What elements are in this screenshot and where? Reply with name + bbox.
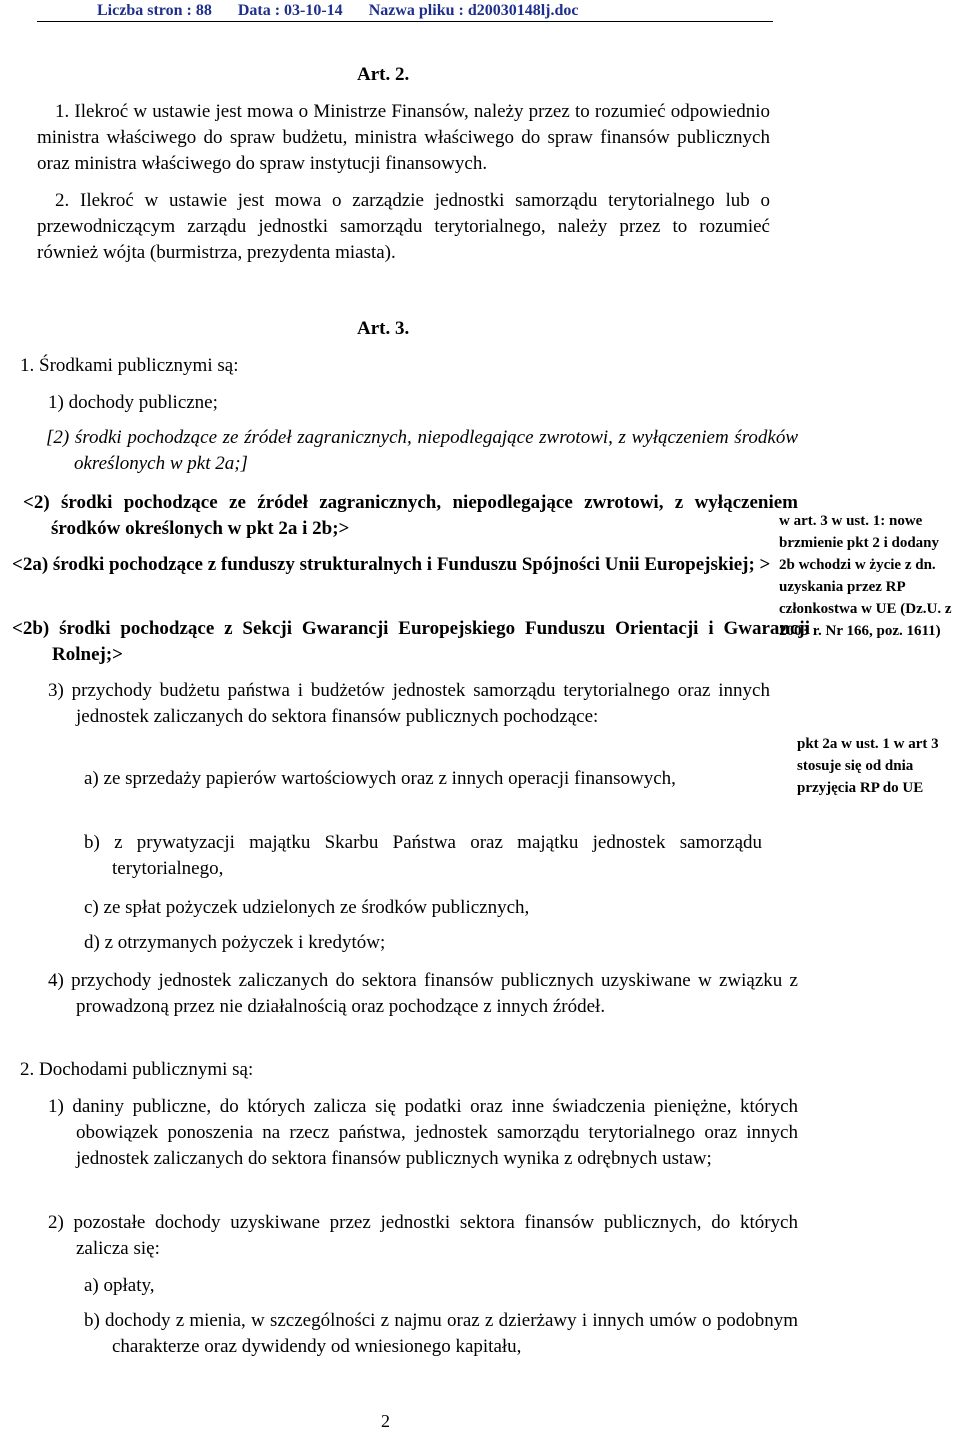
margin-note-2: pkt 2a w ust. 1 w art 3 stosuje się od dnia przyjęcia RP do UE (797, 736, 939, 796)
art2-title: Art. 2. (357, 64, 410, 85)
art3-item-3d: d) z otrzymanych pożyczek i kredytów; (84, 932, 386, 953)
header-date: Data : 03-10-14 (237, 2, 343, 19)
document-header (97, 2, 777, 20)
page-number: 2 (381, 1411, 390, 1431)
art3-dochody-item-2a: a) opłaty, (84, 1275, 155, 1296)
art3-item-2a: <2a) środki pochodzące z funduszy strukturalnych i Funduszu Spójności Unii Europejskiej; > (12, 554, 771, 575)
art3-item-4: 4) przychody jednostek zaliczanych do sektora finansów publicznych uzyskiwane w związku z prowadzoną przez nie działalnością oraz pochodzące z innych źródeł. (48, 970, 798, 1017)
art3-dochody-item-1: 1) daniny publiczne, do których zalicza się podatki oraz inne świadczenia pieniężne, których obowiązek ponoszenia na rzecz państwa, jednostek samorządu terytorialnego oraz innych jednostek zaliczanych do sektora finansów publicznych wynika z odrębnych ustaw; (48, 1096, 798, 1169)
margin-note-1: w art. 3 w ust. 1: nowe brzmienie pkt 2 i dodany 2b wchodzi w życie z dn. uzyskania przez RP członkostwa w UE (Dz.U. z 2003 r. Nr 166, poz. 1611) (779, 513, 952, 639)
art3-dochody-item-2: 2) pozostałe dochody uzyskiwane przez jednostki sektora finansów publicznych, do których zalicza się: (48, 1212, 798, 1259)
art3-item-2-old: [2) środki pochodzące ze źródeł zagranicznych, niepodlegające zwrotowi, z wyłączeniem środków określonych w pkt 2a;] (46, 427, 798, 474)
header-divider (37, 21, 773, 22)
art3-item-3: 3) przychody budżetu państwa i budżetów jednostek samorządu terytorialnego oraz innych jednostek zaliczanych do sektora finansów publicznych pochodzące: (48, 680, 770, 727)
art3-item-2b: <2b) środki pochodzące z Sekcji Gwarancji Europejskiego Funduszu Orientacji i Gwarancji Rolnej;> (12, 618, 810, 665)
art3-item-3a: a) ze sprzedaży papierów wartościowych oraz z innych operacji finansowych, (84, 768, 676, 789)
art3-item-1: 1) dochody publiczne; (48, 392, 218, 413)
art2-paragraph-1: 1. Ilekroć w ustawie jest mowa o Ministrze Finansów, należy przez to rozumieć odpowiednio ministra właściwego do spraw budżetu, ministra właściwego do spraw finansów publicznych oraz ministra właściwego do spraw instytucji finansowych. (37, 101, 770, 174)
art3-section-1-intro: 1. Środkami publicznymi są: (20, 355, 239, 376)
art3-section-2-intro: 2. Dochodami publicznymi są: (20, 1059, 254, 1080)
art3-dochody-item-2b: b) dochody z mienia, w szczególności z najmu oraz z dzierżawy i innych umów o podobnym charakterze oraz dywidendy od wniesionego kapitału, (84, 1310, 798, 1357)
art3-item-2-new: <2) środki pochodzące ze źródeł zagranicznych, niepodlegające zwrotowi, z wyłączeniem środków określonych w pkt 2a i 2b;> (23, 492, 798, 539)
header-filename: Nazwa pliku : d20030148lj.doc (368, 2, 579, 19)
header-page-count: Liczba stron : 88 (97, 2, 212, 19)
art3-title: Art. 3. (357, 318, 410, 339)
art3-item-3c: c) ze spłat pożyczek udzielonych ze środków publicznych, (84, 897, 530, 918)
art3-item-3b: b) z prywatyzacji majątku Skarbu Państwa oraz majątku jednostek samorządu terytorialnego, (84, 832, 762, 879)
art2-paragraph-2: 2. Ilekroć w ustawie jest mowa o zarządzie jednostki samorządu terytorialnego lub o przewodniczącym zarządu jednostki samorządu terytorialnego, należy przez to rozumieć również wójta (burmistrza, prezydenta miasta). (37, 190, 770, 263)
